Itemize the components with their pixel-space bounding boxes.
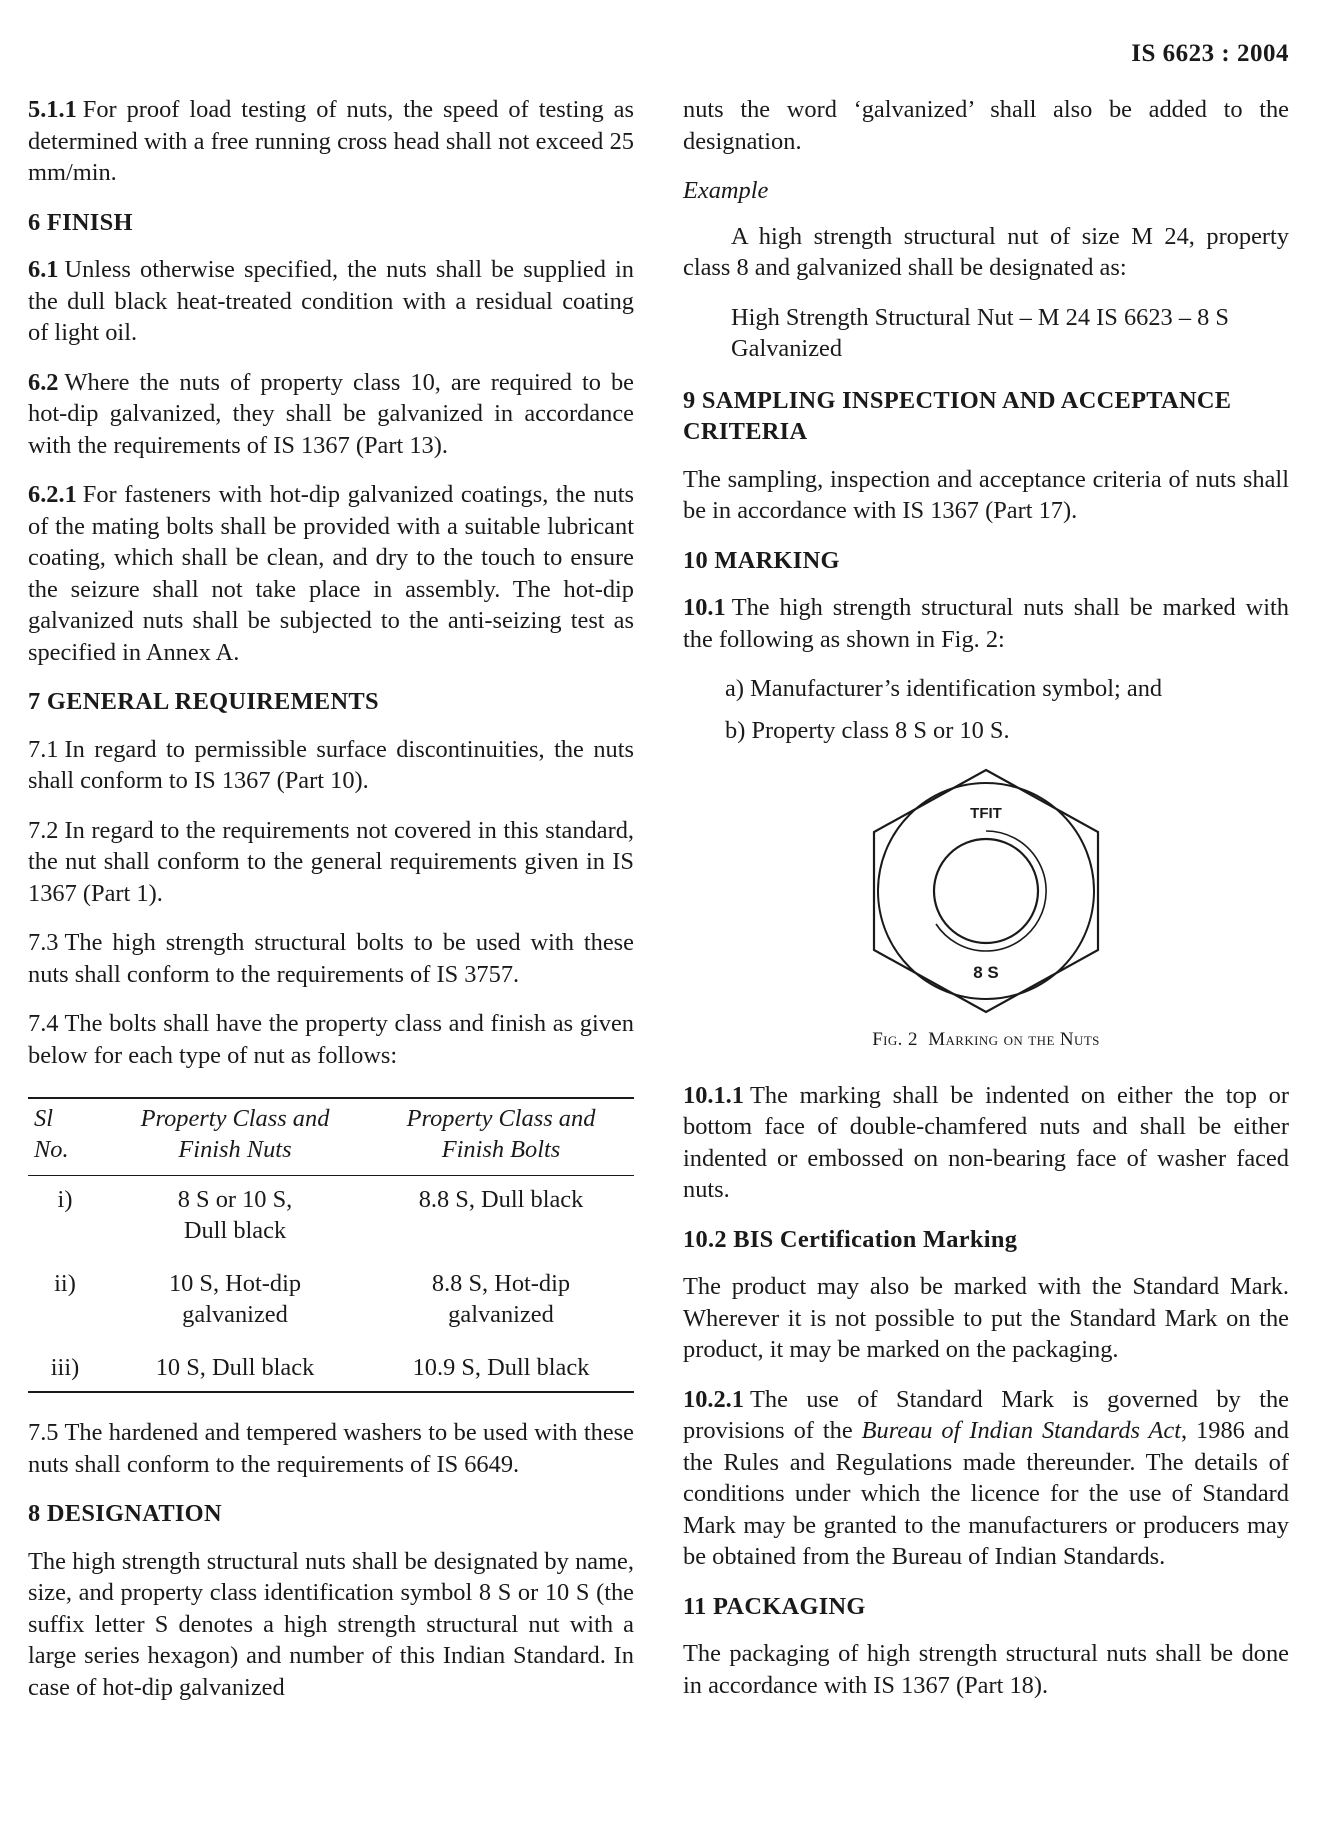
clause-10-2-1: 10.2.1 The use of Standard Mark is governed by the provisions of the Bureau of Indian Standards Act, 1986 and the Rules and Regulations made thereunder. The details of conditions under which the licence for the use of Standard Mark may be granted to the manufacturers or producers may be obtained from the Bureau of Indian Standards. — [683, 1385, 1290, 1570]
figure-nut-marking — [683, 766, 1289, 1014]
clause-11-text: The packaging of high strength structural nuts shall be done in accordance with IS 1367 (Part 18). — [683, 1640, 1289, 1699]
cell-bolts: 8.8 S, Dull black — [418, 1186, 584, 1213]
table-row — [28, 1176, 634, 1261]
clause-6-1: 6.1 Unless otherwise specified, the nuts shall be supplied in the dull black heat-treated condition with a residual coating of light oil. — [28, 256, 634, 346]
list-item: a) Manufacturer’s identification symbol; and — [725, 675, 1163, 702]
heading-finish: 6 FINISH — [28, 208, 133, 236]
example-text: A high strength structural nut of size M 24, property class 8 and galvanized shall be designated as: — [683, 222, 1289, 281]
heading-designation: 8 DESIGNATION — [28, 1500, 222, 1527]
heading-marking: 10 MARKING — [683, 546, 840, 574]
clause-9-text: The sampling, inspection and acceptance criteria of nuts shall be in accordance with IS 1367 (Part 17). — [683, 465, 1289, 524]
table-header-row — [28, 1098, 634, 1176]
clause-7-4: 7.4 The bolts shall have the property class and finish as given below for each type of nut as follows: — [28, 1010, 634, 1069]
clause-8-text: The high strength structural nuts shall be designated by name, size, and property class identification symbol 8 S or 10 S (the suffix letter S denotes a high strength structural nut with a large series hexagon) and number of this Indian Standard. In case of hot-dip galvanized — [28, 1547, 634, 1701]
clause-8-continued: nuts the word ‘galvanized’ shall also be added to the designation. — [683, 96, 1289, 155]
clause-10-2-text: The product may also be marked with the Standard Mark. Wherever it is not possible to put the Standard Mark on the product, it may be marked on the packaging. — [683, 1273, 1289, 1363]
standard-number: IS 6623 : 2004 — [1131, 40, 1289, 67]
heading-bis-certification: 10.2 BIS Certification Marking — [683, 1225, 1018, 1253]
cell-bolts: 10.9 S, Dull black — [368, 1344, 634, 1392]
clause-7-1: 7.1 In regard to permissible surface discontinuities, the nuts shall conform to IS 1367 (Part 10). — [28, 735, 634, 794]
right-column — [683, 94, 1289, 1719]
heading-sampling: 9 SAMPLING INSPECTION AND ACCEPTANCE CRITERIA — [683, 386, 1232, 445]
figure-caption: Fig. 2 Marking on the Nuts — [872, 1029, 1100, 1050]
cell-sl: ii) — [54, 1270, 76, 1297]
clause-5-1-1: 5.1.1 For proof load testing of nuts, the speed of testing as determined with a free running cross head shall not exceed 25 mm/min. — [28, 96, 634, 186]
list-item: b) Property class 8 S or 10 S. — [725, 716, 1010, 744]
table-row — [28, 1344, 634, 1392]
clause-6-2-1: 6.2.1 For fasteners with hot-dip galvanized coatings, the nuts of the mating bolts shall be provided with a suitable lubricant coating, which shall be clean, and dry to the touch to ensure the seizure shall not take place in assembly. The hot-dip galvanized nuts shall be subjected to the anti-seizing test as specified in Annex A. — [28, 481, 634, 666]
clause-7-5: 7.5 The hardened and tempered washers to be used with these nuts shall conform to the requirements of IS 6649. — [28, 1419, 634, 1478]
table-row — [28, 1260, 634, 1344]
cell-nuts: 10 S, Hot-dip galvanized — [168, 1270, 302, 1328]
thread-arc — [936, 831, 1046, 951]
cell-nuts: 10 S, Dull black — [102, 1344, 368, 1392]
clause-6-2: 6.2 Where the nuts of property class 10, are required to be hot-dip galvanized, they shall be galvanized in accordance with the requirements of IS 1367 (Part 13). — [28, 368, 634, 459]
header-sl-no: Sl No. — [28, 1098, 102, 1176]
clause-7-2: 7.2 In regard to the requirements not covered in this standard, the nut shall conform to the general requirements given in IS 1367 (Part 1). — [28, 816, 634, 907]
nut-hexagon-diagram — [856, 766, 1116, 1014]
property-class-mark: 8 S — [973, 963, 999, 982]
header-bolts: Property Class and Finish Bolts — [368, 1098, 634, 1176]
marking-list — [683, 673, 1289, 746]
cell-sl: iii) — [28, 1344, 102, 1392]
heading-packaging: 11 PACKAGING — [683, 1592, 866, 1620]
cell-bolts: 8.8 S, Hot-dip galvanized — [431, 1270, 571, 1328]
bore-circle — [934, 839, 1038, 943]
clause-10-1: 10.1 The high strength structural nuts shall be marked with the following as shown in Fig. 2: — [683, 594, 1289, 653]
left-column — [28, 94, 634, 1721]
header-nuts: Property Class and Finish Nuts — [102, 1098, 368, 1176]
cell-nuts: 8 S or 10 S, Dull black — [177, 1186, 293, 1244]
clause-10-1-1: 10.1.1 The marking shall be indented on either the top or bottom face of double-chamfered nuts and shall be either indented or embossed on non-bearing face of washer faced nuts. — [683, 1081, 1289, 1203]
clause-7-3: 7.3 The high strength structural bolts to be used with these nuts shall conform to the requirements of IS 3757. — [28, 929, 634, 988]
property-class-table — [28, 1097, 634, 1393]
designation-example: High Strength Structural Nut – M 24 IS 6623 – 8 S Galvanized — [731, 303, 1229, 362]
cell-sl: i) — [57, 1186, 73, 1213]
manufacturer-mark: TFIT — [970, 805, 1002, 822]
heading-general-requirements: 7 GENERAL REQUIREMENTS — [28, 688, 379, 715]
example-label: Example — [683, 177, 769, 204]
